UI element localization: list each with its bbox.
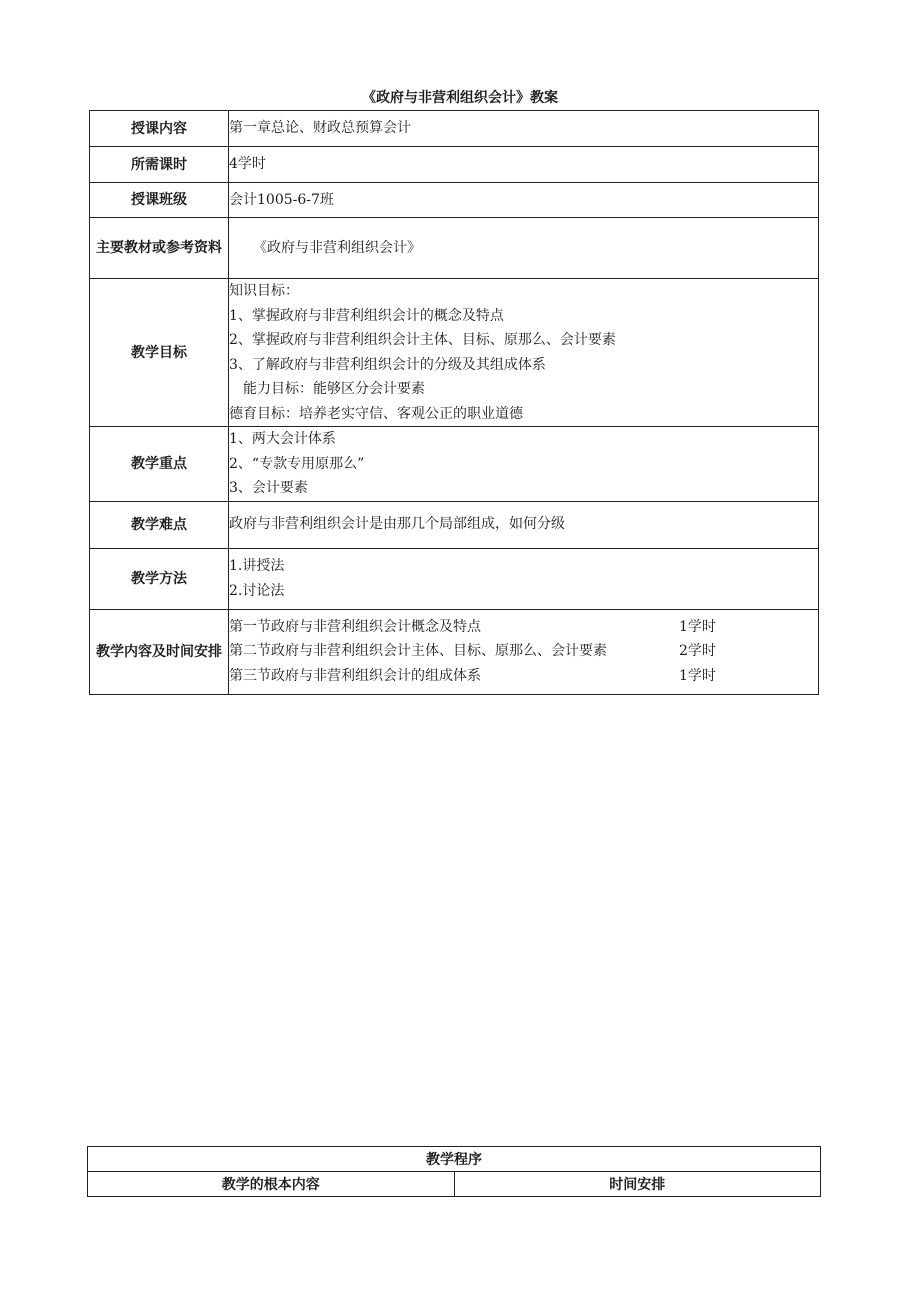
key-point-line: 2、“专款专用原那么” (229, 455, 365, 472)
program-header-row (88, 1172, 821, 1197)
program-title: 教学程序 (88, 1147, 821, 1172)
schedule-topic: 第三节政府与非营利组织会计的组成体系 (229, 667, 481, 684)
key-point-line: 3、会计要素 (229, 480, 308, 496)
schedule-item (229, 615, 818, 640)
value-objectives (229, 279, 819, 427)
document-title: 《政府与非营利组织会计》教案 (362, 90, 558, 106)
method-line: 2.讨论法 (229, 582, 285, 599)
materials-text: 《政府与非营利组织会计》 (253, 239, 421, 256)
hours-text: 4学时 (229, 156, 266, 173)
value-content (229, 111, 819, 147)
schedule-item (229, 664, 818, 689)
row-content (90, 111, 819, 147)
program-title-row (88, 1147, 821, 1172)
row-hours (90, 147, 819, 183)
schedule-topic: 第一节政府与非营利组织会计概念及特点 (229, 618, 481, 635)
value-materials (229, 218, 819, 279)
teaching-program-table (87, 1146, 821, 1197)
objective-line: 知识目标： (229, 283, 299, 299)
label-class: 授课班级 (90, 183, 229, 218)
key-point-line: 1、两大会计体系 (229, 431, 336, 447)
value-methods (229, 548, 819, 609)
objective-line: 3、了解政府与非营利组织会计的分级及其组成体系 (229, 356, 546, 373)
row-methods (90, 548, 819, 609)
row-class (90, 183, 819, 218)
label-key-points: 教学重点 (90, 427, 229, 502)
label-methods: 教学方法 (90, 548, 229, 609)
objective-line: 能力目标：能够区分会计要素 (243, 381, 425, 397)
schedule-hours: 1学时 (679, 618, 716, 635)
row-key-points (90, 427, 819, 502)
value-class (229, 183, 819, 218)
label-hours: 所需课时 (90, 147, 229, 183)
row-materials (90, 218, 819, 279)
label-materials: 主要教材或参考资料 (90, 218, 229, 279)
label-content: 授课内容 (90, 111, 229, 147)
row-difficulties (90, 501, 819, 548)
objective-line: 2、掌握政府与非营利组织会计主体、目标、原那么、会计要素 (229, 332, 616, 348)
objective-line: 1、掌握政府与非营利组织会计的概念及特点 (229, 307, 504, 324)
program-col-time: 时间安排 (454, 1172, 821, 1197)
label-difficulties: 教学难点 (90, 501, 229, 548)
objective-line: 德育目标：培养老实守信、客观公正的职业道德 (229, 405, 523, 422)
program-col-content: 教学的根本内容 (88, 1172, 455, 1197)
schedule-hours: 2学时 (679, 643, 716, 660)
content-text: 第一章总论、财政总预算会计 (229, 120, 411, 137)
label-objectives: 教学目标 (90, 279, 229, 427)
value-key-points (229, 427, 819, 502)
value-difficulties (229, 501, 819, 548)
difficulties-text: 政府与非营利组织会计是由那几个局部组成，如何分级 (229, 516, 565, 533)
row-schedule (90, 609, 819, 694)
value-hours (229, 147, 819, 183)
lesson-plan-table (89, 110, 819, 695)
schedule-hours: 1学时 (679, 667, 716, 684)
value-schedule (229, 609, 819, 694)
method-line: 1.讲授法 (229, 558, 285, 574)
schedule-item (229, 639, 818, 664)
label-schedule: 教学内容及时间安排 (90, 609, 229, 694)
class-text: 会计1005-6-7班 (229, 191, 334, 208)
row-objectives (90, 279, 819, 427)
schedule-topic: 第二节政府与非营利组织会计主体、目标、原那么、会计要素 (229, 643, 607, 660)
